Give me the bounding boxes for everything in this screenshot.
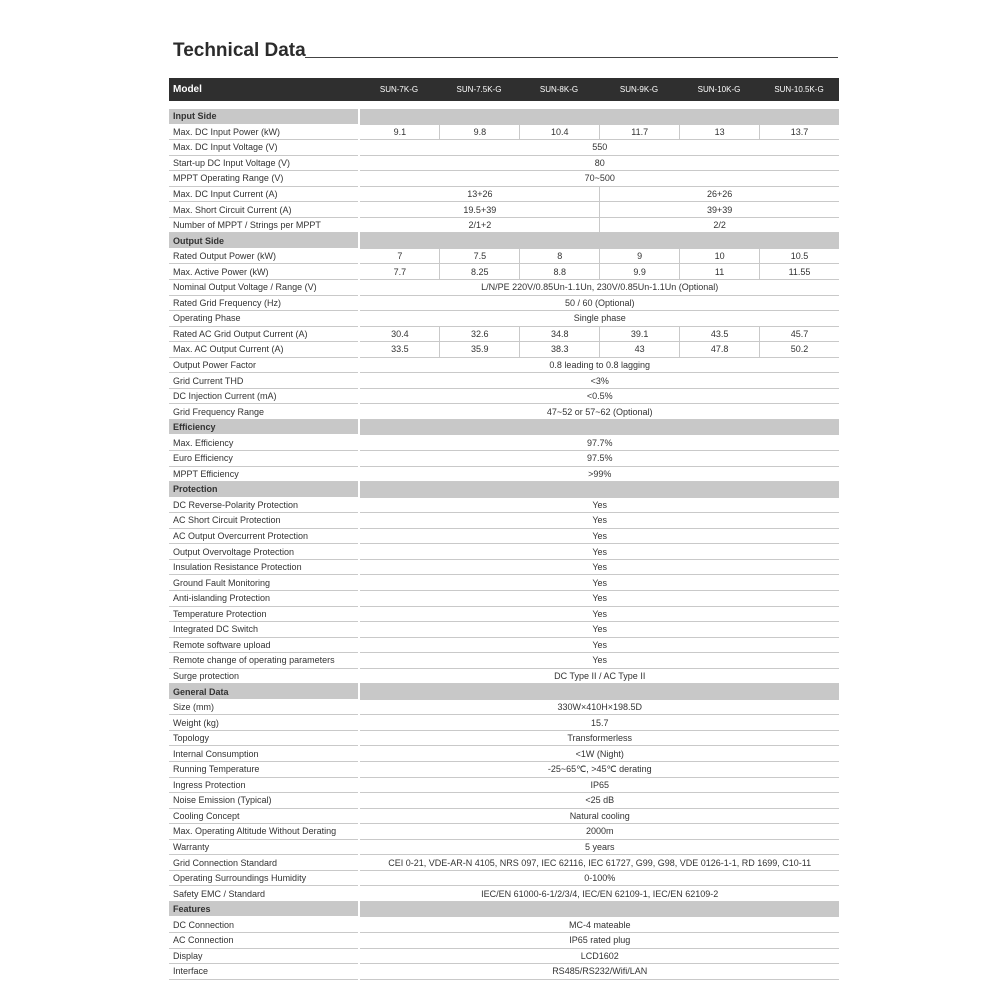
value-cell: Yes bbox=[360, 498, 839, 514]
table-row bbox=[169, 513, 839, 529]
row-label: Max. DC Input Current (A) bbox=[169, 187, 358, 203]
value-cell: 80 bbox=[360, 156, 839, 172]
row-values bbox=[360, 218, 839, 234]
value-cell: 9 bbox=[599, 249, 679, 265]
value-cell: IEC/EN 61000-6-1/2/3/4, IEC/EN 62109-1, IEC/EN 62109-2 bbox=[360, 886, 839, 902]
value-cell: <1W (Night) bbox=[360, 746, 839, 762]
row-label: Safety EMC / Standard bbox=[169, 886, 358, 902]
row-values bbox=[360, 373, 839, 389]
value-cell: 97.5% bbox=[360, 451, 839, 467]
table-row bbox=[169, 467, 839, 483]
row-label: Running Temperature bbox=[169, 762, 358, 778]
value-cell: IP65 bbox=[360, 778, 839, 794]
row-label: Operating Phase bbox=[169, 311, 358, 327]
row-values bbox=[360, 171, 839, 187]
row-label: Max. Efficiency bbox=[169, 435, 358, 451]
value-cell: 45.7 bbox=[759, 327, 839, 343]
table-row bbox=[169, 700, 839, 716]
row-label: Max. Operating Altitude Without Derating bbox=[169, 824, 358, 840]
value-cell: 5 years bbox=[360, 840, 839, 856]
value-cell: 9.1 bbox=[360, 125, 439, 141]
section-header bbox=[169, 109, 839, 125]
value-cell: Yes bbox=[360, 622, 839, 638]
row-values bbox=[360, 824, 839, 840]
row-label: AC Short Circuit Protection bbox=[169, 513, 358, 529]
value-cell: 13.7 bbox=[759, 125, 839, 141]
value-cell: Yes bbox=[360, 607, 839, 623]
table-row bbox=[169, 669, 839, 685]
row-label: Max. DC Input Power (kW) bbox=[169, 125, 358, 141]
section-title: Output Side bbox=[169, 233, 358, 249]
value-cell: DC Type II / AC Type II bbox=[360, 669, 839, 685]
table-row bbox=[169, 840, 839, 856]
page-title: Technical Data bbox=[173, 40, 306, 61]
value-cell: 10 bbox=[679, 249, 759, 265]
row-values bbox=[360, 762, 839, 778]
value-cell: 8 bbox=[519, 249, 599, 265]
table-row bbox=[169, 373, 839, 389]
row-values bbox=[360, 264, 839, 280]
value-cell: 8.8 bbox=[519, 264, 599, 280]
table-row bbox=[169, 746, 839, 762]
row-values bbox=[360, 467, 839, 483]
row-values bbox=[360, 451, 839, 467]
table-row bbox=[169, 949, 839, 965]
table-row bbox=[169, 886, 839, 902]
row-label: DC Reverse-Polarity Protection bbox=[169, 498, 358, 514]
table-body bbox=[169, 109, 839, 980]
table-row bbox=[169, 762, 839, 778]
table-row bbox=[169, 824, 839, 840]
value-cell: 30.4 bbox=[360, 327, 439, 343]
row-values bbox=[360, 731, 839, 747]
row-label: Output Overvoltage Protection bbox=[169, 544, 358, 560]
row-values bbox=[360, 404, 839, 420]
row-values bbox=[360, 342, 839, 358]
table-row bbox=[169, 778, 839, 794]
row-label: Anti-islanding Protection bbox=[169, 591, 358, 607]
row-label: Max. Short Circuit Current (A) bbox=[169, 202, 358, 218]
value-cell: Transformerless bbox=[360, 731, 839, 747]
table-row bbox=[169, 249, 839, 265]
table-row bbox=[169, 964, 839, 980]
table-row bbox=[169, 125, 839, 141]
row-label: DC Injection Current (mA) bbox=[169, 389, 358, 405]
row-label: Temperature Protection bbox=[169, 607, 358, 623]
section-title: Protection bbox=[169, 482, 358, 498]
table-row bbox=[169, 560, 839, 576]
row-label: Rated Output Power (kW) bbox=[169, 249, 358, 265]
table-row bbox=[169, 264, 839, 280]
row-label: AC Connection bbox=[169, 933, 358, 949]
table-row bbox=[169, 404, 839, 420]
table-row bbox=[169, 731, 839, 747]
value-cell: 43.5 bbox=[679, 327, 759, 343]
row-values bbox=[360, 249, 839, 265]
value-cell: 2/1+2 bbox=[360, 218, 599, 234]
row-values bbox=[360, 389, 839, 405]
row-values bbox=[360, 902, 839, 918]
row-values bbox=[360, 560, 839, 576]
row-label: Grid Connection Standard bbox=[169, 855, 358, 871]
value-cell: RS485/RS232/Wifi/LAN bbox=[360, 964, 839, 980]
value-cell: 47.8 bbox=[679, 342, 759, 358]
header-model: SUN-10.5K-G bbox=[774, 85, 824, 94]
table-row bbox=[169, 607, 839, 623]
header-model: SUN-7K-G bbox=[379, 85, 419, 94]
section-header bbox=[169, 420, 839, 436]
row-label: Grid Current THD bbox=[169, 373, 358, 389]
table-row bbox=[169, 793, 839, 809]
table-row bbox=[169, 917, 839, 933]
row-label: Remote change of operating parameters bbox=[169, 653, 358, 669]
table-row bbox=[169, 544, 839, 560]
row-label: Integrated DC Switch bbox=[169, 622, 358, 638]
value-cell: 19.5+39 bbox=[360, 202, 599, 218]
value-cell: 15.7 bbox=[360, 715, 839, 731]
row-values bbox=[360, 778, 839, 794]
section-header bbox=[169, 233, 839, 249]
row-values bbox=[360, 700, 839, 716]
value-cell: 47~52 or 57~62 (Optional) bbox=[360, 404, 839, 420]
value-cell: 2000m bbox=[360, 824, 839, 840]
row-label: Operating Surroundings Humidity bbox=[169, 871, 358, 887]
table-row bbox=[169, 715, 839, 731]
row-label: DC Connection bbox=[169, 917, 358, 933]
value-cell: 39.1 bbox=[599, 327, 679, 343]
row-values bbox=[360, 964, 839, 980]
row-label: Warranty bbox=[169, 840, 358, 856]
section-title: General Data bbox=[169, 684, 358, 700]
value-cell: IP65 rated plug bbox=[360, 933, 839, 949]
section-title: Efficiency bbox=[169, 420, 358, 436]
table-row bbox=[169, 575, 839, 591]
row-label: Insulation Resistance Protection bbox=[169, 560, 358, 576]
section-header bbox=[169, 684, 839, 700]
row-label: Max. DC Input Voltage (V) bbox=[169, 140, 358, 156]
row-values bbox=[360, 840, 839, 856]
row-values bbox=[360, 793, 839, 809]
row-values bbox=[360, 513, 839, 529]
table-row bbox=[169, 187, 839, 203]
table-row bbox=[169, 327, 839, 343]
value-cell: 13+26 bbox=[360, 187, 599, 203]
value-cell: 10.5 bbox=[759, 249, 839, 265]
table-header bbox=[169, 78, 839, 101]
value-cell: 35.9 bbox=[439, 342, 519, 358]
table-row bbox=[169, 358, 839, 374]
value-cell: 50.2 bbox=[759, 342, 839, 358]
row-label: Output Power Factor bbox=[169, 358, 358, 374]
row-values bbox=[360, 109, 839, 125]
value-cell: CEI 0-21, VDE-AR-N 4105, NRS 097, IEC 62116, IEC 61727, G99, G98, VDE 0126-1-1, RD 1699, C10-11 bbox=[360, 855, 839, 871]
row-label: Ingress Protection bbox=[169, 778, 358, 794]
value-cell: 32.6 bbox=[439, 327, 519, 343]
header-model: SUN-10K-G bbox=[697, 85, 741, 94]
value-cell: Yes bbox=[360, 513, 839, 529]
row-label: Interface bbox=[169, 964, 358, 980]
table-row bbox=[169, 389, 839, 405]
row-values bbox=[360, 809, 839, 825]
value-cell: 97.7% bbox=[360, 435, 839, 451]
row-values bbox=[360, 591, 839, 607]
section-title: Input Side bbox=[169, 109, 358, 125]
value-cell: 0.8 leading to 0.8 lagging bbox=[360, 358, 839, 374]
value-cell: 26+26 bbox=[599, 187, 839, 203]
value-cell: 10.4 bbox=[519, 125, 599, 141]
row-values bbox=[360, 187, 839, 203]
value-cell: 330W×410H×198.5D bbox=[360, 700, 839, 716]
value-cell: 11.7 bbox=[599, 125, 679, 141]
value-cell: 39+39 bbox=[599, 202, 839, 218]
value-cell: <25 dB bbox=[360, 793, 839, 809]
row-values bbox=[360, 125, 839, 141]
row-label: Ground Fault Monitoring bbox=[169, 575, 358, 591]
row-values bbox=[360, 855, 839, 871]
value-cell: Yes bbox=[360, 560, 839, 576]
value-cell: <0.5% bbox=[360, 389, 839, 405]
table-row bbox=[169, 342, 839, 358]
value-cell: 43 bbox=[599, 342, 679, 358]
row-values bbox=[360, 746, 839, 762]
section-title: Features bbox=[169, 902, 358, 918]
value-cell: 9.8 bbox=[439, 125, 519, 141]
row-label: Surge protection bbox=[169, 669, 358, 685]
value-cell: 34.8 bbox=[519, 327, 599, 343]
row-label: Weight (kg) bbox=[169, 715, 358, 731]
value-cell: 11 bbox=[679, 264, 759, 280]
header-model: SUN-7.5K-G bbox=[456, 85, 502, 94]
row-values bbox=[360, 435, 839, 451]
row-values bbox=[360, 202, 839, 218]
header-gap bbox=[169, 101, 839, 109]
value-cell: Yes bbox=[360, 575, 839, 591]
value-cell: 13 bbox=[679, 125, 759, 141]
row-values bbox=[360, 607, 839, 623]
value-cell: 0-100% bbox=[360, 871, 839, 887]
value-cell: 50 / 60 (Optional) bbox=[360, 296, 839, 312]
value-cell: Yes bbox=[360, 653, 839, 669]
value-cell: Yes bbox=[360, 638, 839, 654]
row-values bbox=[360, 358, 839, 374]
value-cell: 11.55 bbox=[759, 264, 839, 280]
table-row bbox=[169, 933, 839, 949]
row-values bbox=[360, 544, 839, 560]
value-cell: Natural cooling bbox=[360, 809, 839, 825]
table-row bbox=[169, 435, 839, 451]
row-values bbox=[360, 871, 839, 887]
row-values bbox=[360, 949, 839, 965]
value-cell: 2/2 bbox=[599, 218, 839, 234]
value-cell: 33.5 bbox=[360, 342, 439, 358]
value-cell: 550 bbox=[360, 140, 839, 156]
table-row bbox=[169, 809, 839, 825]
value-cell: L/N/PE 220V/0.85Un-1.1Un, 230V/0.85Un-1.1Un (Optional) bbox=[360, 280, 839, 296]
title-rule bbox=[305, 57, 838, 58]
value-cell: LCD1602 bbox=[360, 949, 839, 965]
table-row bbox=[169, 280, 839, 296]
table-row bbox=[169, 296, 839, 312]
row-values bbox=[360, 575, 839, 591]
value-cell: Single phase bbox=[360, 311, 839, 327]
row-label: Display bbox=[169, 949, 358, 965]
table-row bbox=[169, 529, 839, 545]
table-row bbox=[169, 156, 839, 172]
table-row bbox=[169, 311, 839, 327]
row-values bbox=[360, 296, 839, 312]
row-values bbox=[360, 917, 839, 933]
table-row bbox=[169, 140, 839, 156]
table-row bbox=[169, 451, 839, 467]
row-values bbox=[360, 653, 839, 669]
row-label: AC Output Overcurrent Protection bbox=[169, 529, 358, 545]
table-row bbox=[169, 218, 839, 234]
row-label: Remote software upload bbox=[169, 638, 358, 654]
table-row bbox=[169, 855, 839, 871]
value-cell: Yes bbox=[360, 591, 839, 607]
table-row bbox=[169, 591, 839, 607]
row-values bbox=[360, 622, 839, 638]
value-cell: 70~500 bbox=[360, 171, 839, 187]
value-cell: Yes bbox=[360, 529, 839, 545]
row-values bbox=[360, 482, 839, 498]
table-row bbox=[169, 622, 839, 638]
value-cell: Yes bbox=[360, 544, 839, 560]
technical-data-table bbox=[169, 78, 839, 980]
row-label: Rated Grid Frequency (Hz) bbox=[169, 296, 358, 312]
row-values bbox=[360, 280, 839, 296]
row-values bbox=[360, 684, 839, 700]
header-label: Model bbox=[173, 84, 202, 95]
table-row bbox=[169, 638, 839, 654]
row-label: Number of MPPT / Strings per MPPT bbox=[169, 218, 358, 234]
row-label: Size (mm) bbox=[169, 700, 358, 716]
section-header bbox=[169, 902, 839, 918]
row-values bbox=[360, 529, 839, 545]
value-cell: 38.3 bbox=[519, 342, 599, 358]
row-label: Grid Frequency Range bbox=[169, 404, 358, 420]
value-cell: 9.9 bbox=[599, 264, 679, 280]
header-model: SUN-8K-G bbox=[539, 85, 579, 94]
section-header bbox=[169, 482, 839, 498]
row-values bbox=[360, 233, 839, 249]
row-label: Internal Consumption bbox=[169, 746, 358, 762]
row-values bbox=[360, 638, 839, 654]
value-cell: >99% bbox=[360, 467, 839, 483]
row-values bbox=[360, 156, 839, 172]
row-values bbox=[360, 669, 839, 685]
table-row bbox=[169, 171, 839, 187]
row-label: Max. Active Power (kW) bbox=[169, 264, 358, 280]
row-values bbox=[360, 498, 839, 514]
row-values bbox=[360, 420, 839, 436]
value-cell: 7.5 bbox=[439, 249, 519, 265]
row-values bbox=[360, 933, 839, 949]
row-label: Cooling Concept bbox=[169, 809, 358, 825]
row-label: Noise Emission (Typical) bbox=[169, 793, 358, 809]
row-label: Start-up DC Input Voltage (V) bbox=[169, 156, 358, 172]
value-cell: <3% bbox=[360, 373, 839, 389]
row-values bbox=[360, 715, 839, 731]
row-label: MPPT Operating Range (V) bbox=[169, 171, 358, 187]
value-cell: 8.25 bbox=[439, 264, 519, 280]
table-row bbox=[169, 653, 839, 669]
row-label: MPPT Efficiency bbox=[169, 467, 358, 483]
header-model: SUN-9K-G bbox=[619, 85, 659, 94]
row-label: Topology bbox=[169, 731, 358, 747]
value-cell: 7 bbox=[360, 249, 439, 265]
row-values bbox=[360, 311, 839, 327]
table-row bbox=[169, 871, 839, 887]
row-values bbox=[360, 140, 839, 156]
row-values bbox=[360, 327, 839, 343]
row-label: Euro Efficiency bbox=[169, 451, 358, 467]
table-row bbox=[169, 202, 839, 218]
value-cell: MC-4 mateable bbox=[360, 917, 839, 933]
row-label: Max. AC Output Current (A) bbox=[169, 342, 358, 358]
row-label: Nominal Output Voltage / Range (V) bbox=[169, 280, 358, 296]
row-label: Rated AC Grid Output Current (A) bbox=[169, 327, 358, 343]
value-cell: -25~65℃, >45℃ derating bbox=[360, 762, 839, 778]
row-values bbox=[360, 886, 839, 902]
value-cell: 7.7 bbox=[360, 264, 439, 280]
table-row bbox=[169, 498, 839, 514]
